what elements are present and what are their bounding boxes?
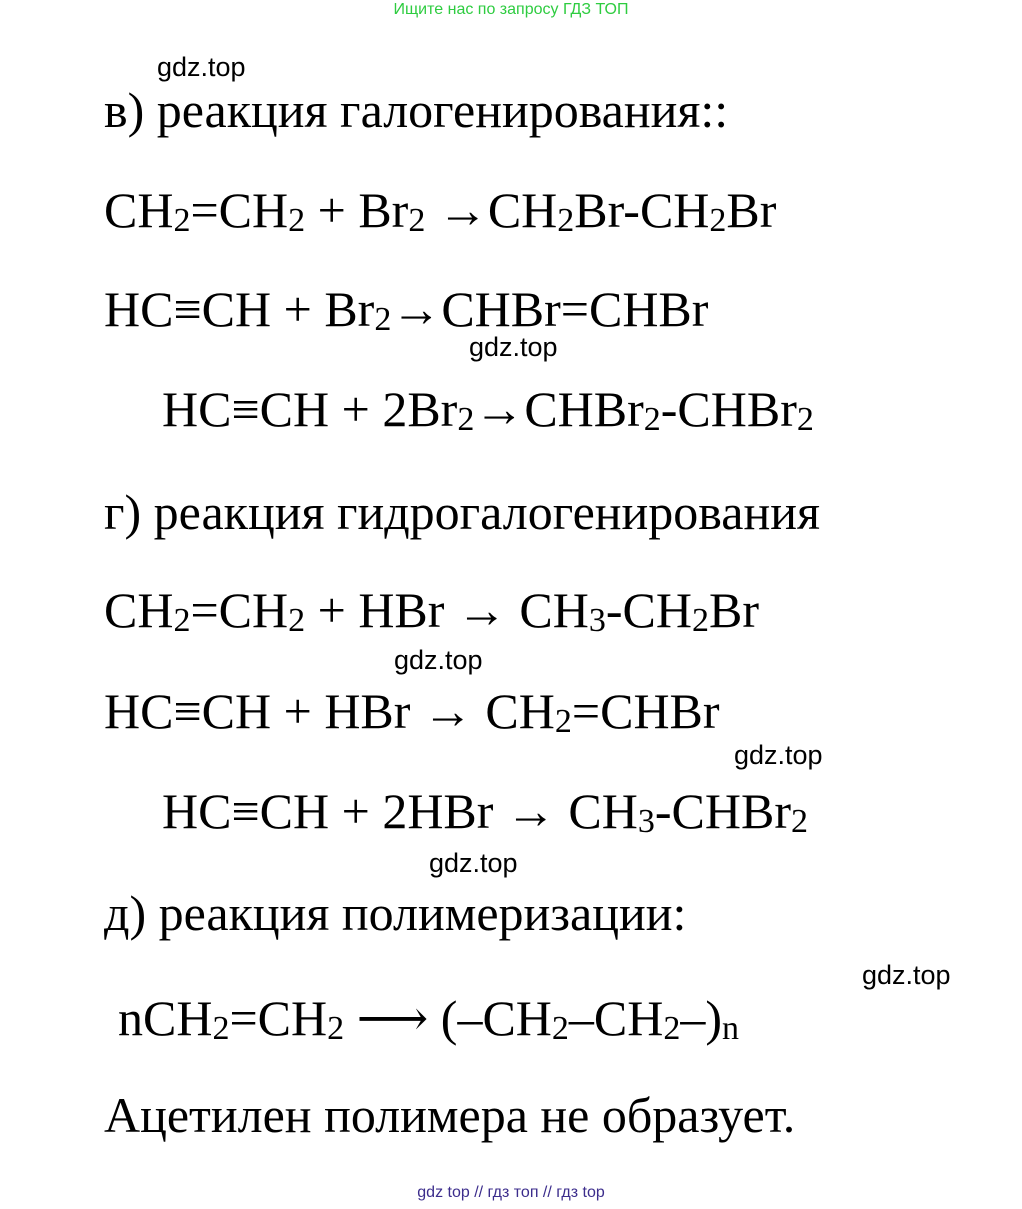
top-banner: Ищите нас по запросу ГДЗ ТОП: [393, 1, 629, 18]
equation-ethyne-hbr: HC≡CH + HBr → $CH_2=CHBr$: [104, 683, 720, 741]
watermark: gdz.top: [394, 645, 483, 675]
conclusion-text: Ацетилен полимера не образует.: [104, 1087, 796, 1143]
footer-links: gdz top // гдз топ // гдз top: [417, 1184, 605, 1201]
equation-polymerization: $nCH_2=CH_2$ ⟶ $(-CH_2-CH_2-)_n$: [118, 990, 740, 1048]
watermark: gdz.top: [734, 740, 823, 770]
equation-ethyne-2hbr: $HC\equiv CH + 2HBr \to CH_3-CHBr_2$: [162, 783, 808, 841]
watermark: gdz.top: [157, 52, 246, 82]
heading-halogenation: в) реакция галогенирования::: [104, 82, 729, 138]
equation-ethene-hbr: $CH_2=CH_2$ + HBr → $CH_3-CH_2Br$: [104, 582, 759, 640]
watermark: gdz.top: [862, 960, 951, 990]
heading-polymerization: д) реакция полимеризации:: [104, 885, 687, 941]
equation-ethene-br2: $CH_2=CH_2 + Br_2 \to CH_2Br-CH_2Br$: [104, 182, 777, 240]
heading-hydrohalogenation: г) реакция гидрогалогенирования: [104, 484, 820, 540]
watermark: gdz.top: [469, 332, 558, 362]
watermark: gdz.top: [429, 848, 518, 878]
equation-ethyne-br2: $HC\equiv CH + Br_2\to CHBr=CHBr$: [104, 281, 709, 339]
equation-ethyne-2br2: $HC\equiv CH + 2Br_2\to CHBr_2-CHBr_2$: [162, 381, 814, 439]
